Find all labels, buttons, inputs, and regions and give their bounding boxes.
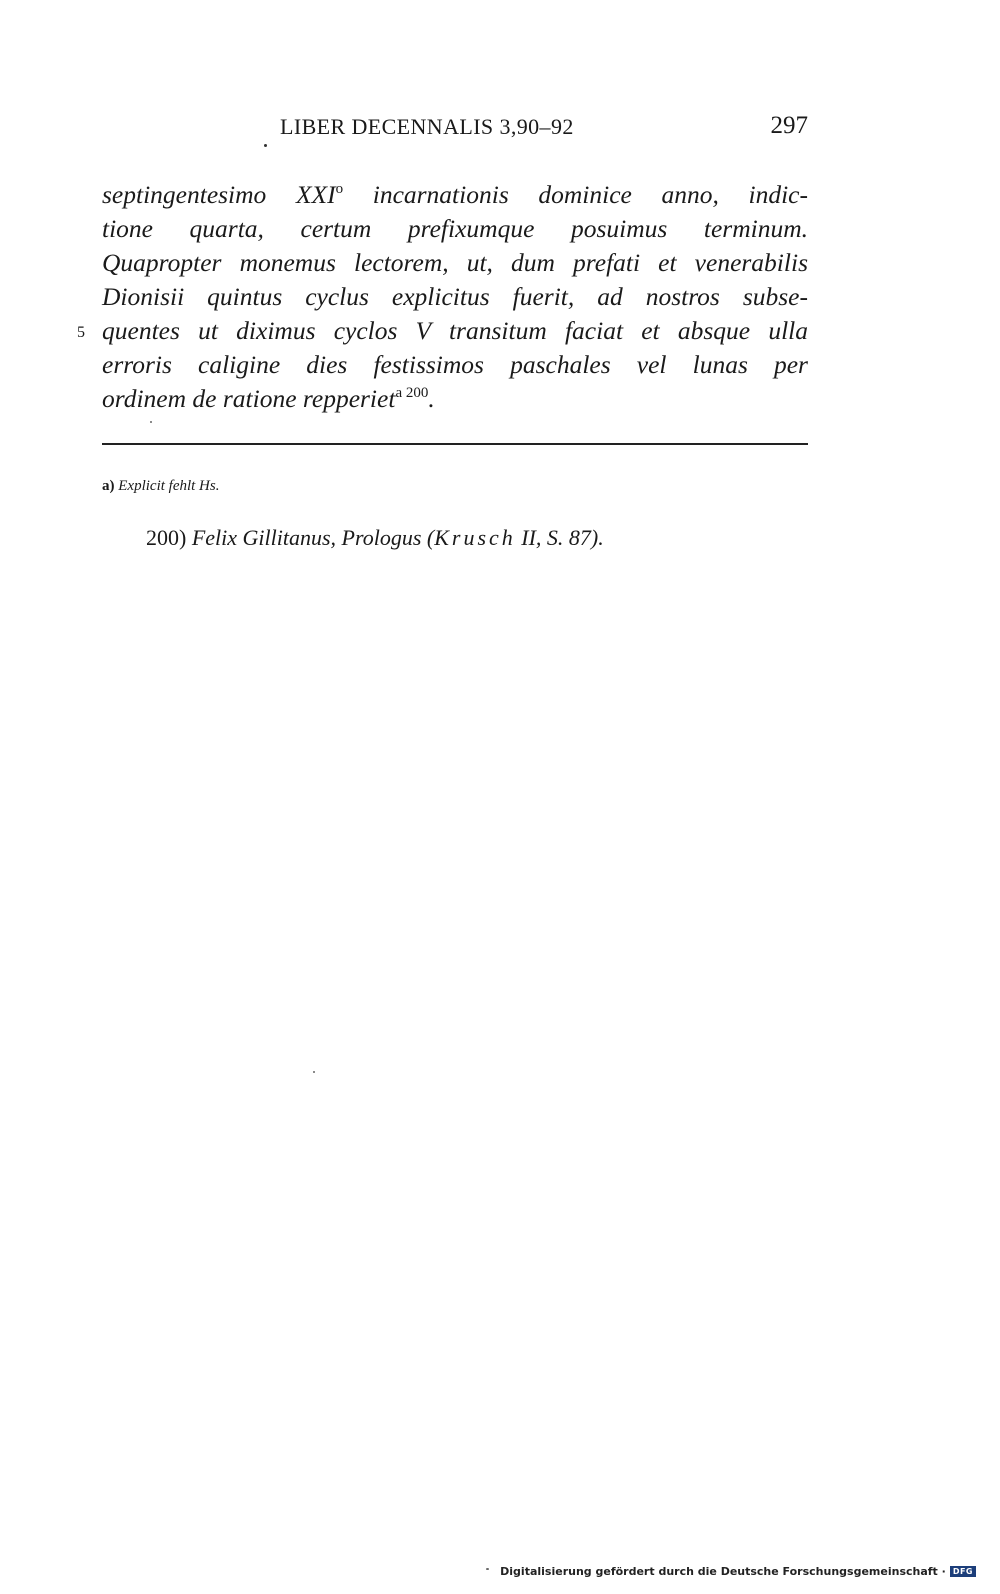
source-note xyxy=(146,525,604,551)
superscript-ordinal: o xyxy=(335,181,344,197)
source-note-reference: II, S. 87). xyxy=(515,525,604,550)
running-head: LIBER DECENNALIS 3,90–92 xyxy=(280,114,574,139)
text-line-6: erroris caligine dies festissimos paschales vel lunas per xyxy=(102,350,808,379)
header-dot xyxy=(264,144,267,147)
line-number: 5 xyxy=(77,324,85,341)
main-text xyxy=(102,178,808,416)
scan-speck xyxy=(313,1071,315,1073)
source-note-work: Felix Gillitanus, Prologus ( xyxy=(191,525,435,550)
apparatus-text: Explicit fehlt Hs. xyxy=(118,478,220,494)
text-line-7-post: . xyxy=(428,384,435,413)
text-line-1 xyxy=(102,178,808,212)
text-line-7 xyxy=(102,382,808,416)
text-line-4: Dionisii quintus cyclus explicitus fuerit, ad nostros subse- xyxy=(102,282,808,311)
text-line-1-post: incarnationis dominice anno, indic- xyxy=(343,180,808,209)
source-note-number: 200) xyxy=(146,525,187,550)
apparatus-siglum: a) xyxy=(102,478,115,494)
page-header xyxy=(100,114,808,148)
source-note-editor: Krusch xyxy=(434,525,516,550)
scan-speck xyxy=(150,421,152,423)
text-line-1-pre: septingentesimo XXI xyxy=(102,180,336,209)
footnote-divider xyxy=(102,443,808,445)
dfg-credit xyxy=(500,1565,976,1578)
footnote-markers: a 200 xyxy=(395,385,429,401)
apparatus-note xyxy=(102,478,219,495)
dfg-credit-text: Digitalisierung gefördert durch die Deutsche Forschungsgemeinschaft · xyxy=(500,1565,946,1578)
text-line-7-pre: ordinem de ratione repperiet xyxy=(102,384,396,413)
text-line-5: quentes ut diximus cyclos V transitum faciat et absque ulla xyxy=(102,316,808,345)
text-line-3: Quapropter monemus lectorem, ut, dum prefati et venerabilis xyxy=(102,248,808,277)
page-number: 297 xyxy=(770,112,808,139)
text-line-2: tione quarta, certum prefixumque posuimus terminum. xyxy=(102,214,808,243)
scan-speck xyxy=(486,1568,489,1570)
dfg-logo: DFG xyxy=(950,1566,976,1577)
